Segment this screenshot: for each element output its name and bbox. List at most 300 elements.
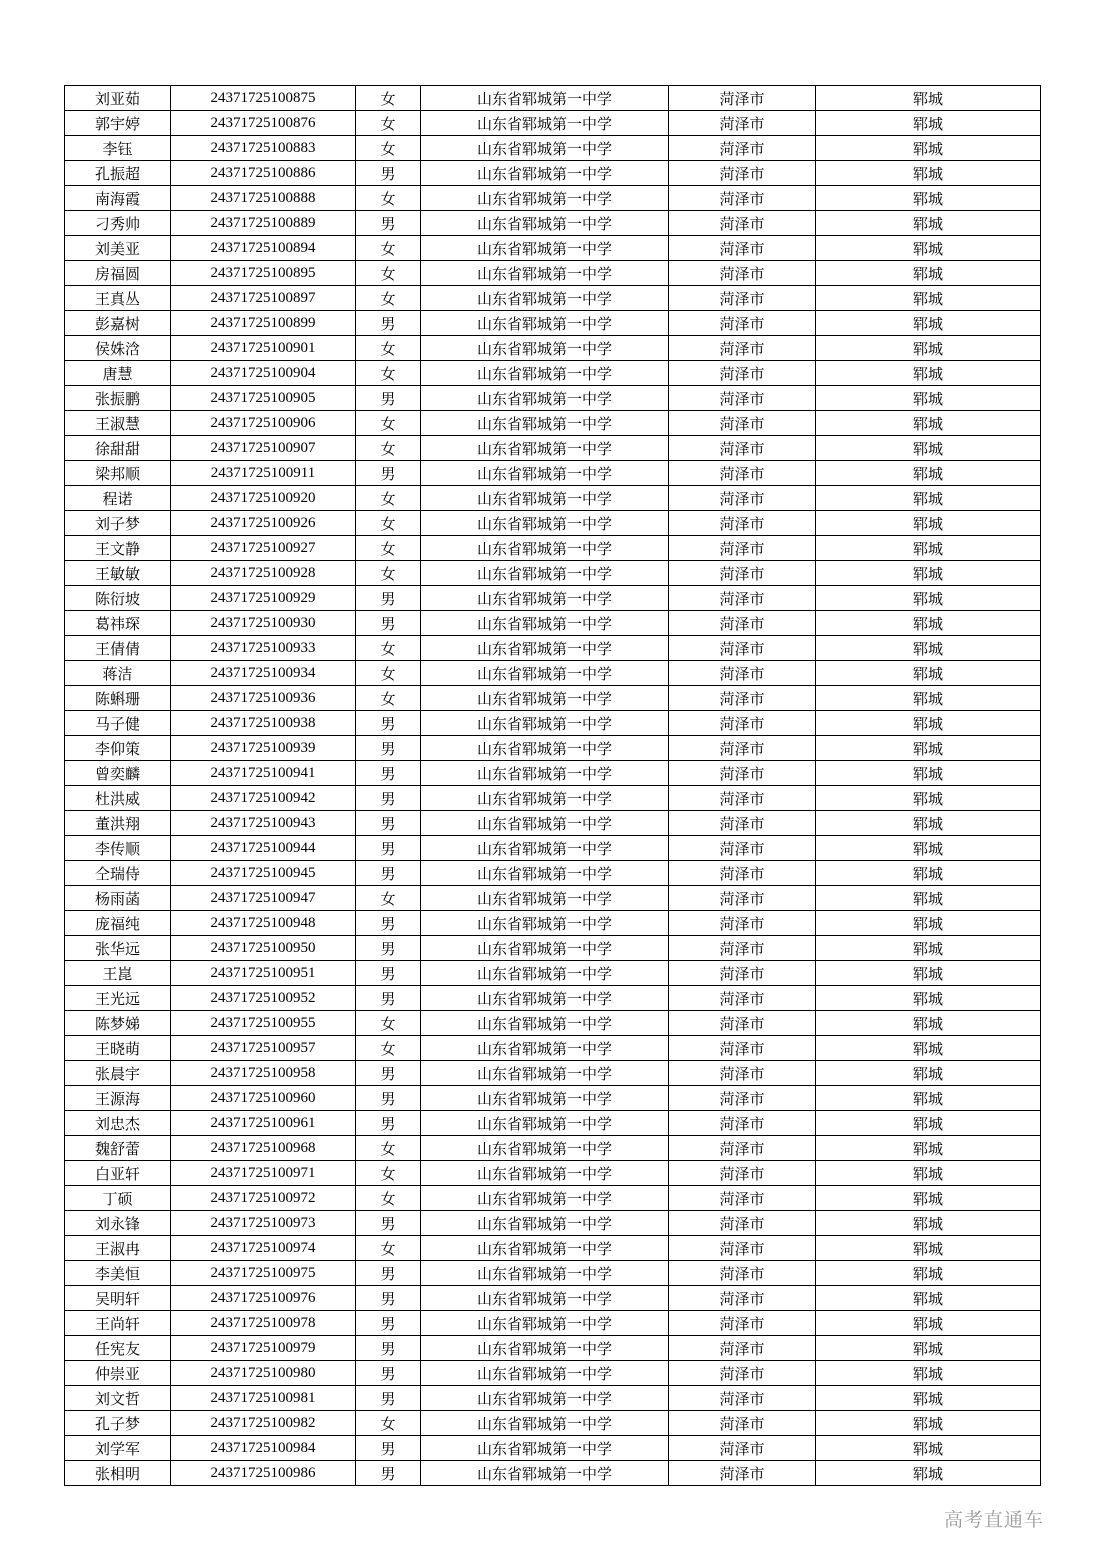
school-cell: 山东省郓城第一中学 [421, 111, 669, 136]
gender-cell: 男 [356, 1286, 421, 1311]
exam-number-cell: 24371725100955 [171, 1011, 356, 1036]
student-name-cell: 房福圆 [65, 261, 171, 286]
exam-number-cell: 24371725100957 [171, 1036, 356, 1061]
exam-number-cell: 24371725100950 [171, 936, 356, 961]
student-name-cell: 王淑慧 [65, 411, 171, 436]
exam-number-cell: 24371725100904 [171, 361, 356, 386]
school-cell: 山东省郓城第一中学 [421, 1386, 669, 1411]
student-name-cell: 张振鹏 [65, 386, 171, 411]
city-cell: 菏泽市 [669, 1086, 816, 1111]
table-row [65, 1186, 1041, 1211]
school-cell: 山东省郓城第一中学 [421, 811, 669, 836]
gender-cell: 男 [356, 161, 421, 186]
school-cell: 山东省郓城第一中学 [421, 936, 669, 961]
exam-number-cell: 24371725100899 [171, 311, 356, 336]
gender-cell: 男 [356, 811, 421, 836]
gender-cell: 女 [356, 1236, 421, 1261]
school-cell: 山东省郓城第一中学 [421, 1036, 669, 1061]
county-cell: 郓城 [816, 511, 1041, 536]
school-cell: 山东省郓城第一中学 [421, 361, 669, 386]
county-cell: 郓城 [816, 311, 1041, 336]
county-cell: 郓城 [816, 836, 1041, 861]
student-name-cell: 刘学军 [65, 1436, 171, 1461]
city-cell: 菏泽市 [669, 761, 816, 786]
city-cell: 菏泽市 [669, 711, 816, 736]
school-cell: 山东省郓城第一中学 [421, 1336, 669, 1361]
school-cell: 山东省郓城第一中学 [421, 311, 669, 336]
county-cell: 郓城 [816, 711, 1041, 736]
county-cell: 郓城 [816, 811, 1041, 836]
exam-number-cell: 24371725100942 [171, 786, 356, 811]
city-cell: 菏泽市 [669, 811, 816, 836]
table-row [65, 1411, 1041, 1436]
student-name-cell: 葛祎琛 [65, 611, 171, 636]
gender-cell: 男 [356, 1386, 421, 1411]
table-row [65, 361, 1041, 386]
student-name-cell: 李传顺 [65, 836, 171, 861]
county-cell: 郓城 [816, 336, 1041, 361]
school-cell: 山东省郓城第一中学 [421, 961, 669, 986]
county-cell: 郓城 [816, 211, 1041, 236]
exam-number-cell: 24371725100888 [171, 186, 356, 211]
student-name-cell: 王尚轩 [65, 1311, 171, 1336]
county-cell: 郓城 [816, 611, 1041, 636]
exam-number-cell: 24371725100875 [171, 86, 356, 111]
exam-number-cell: 24371725100968 [171, 1136, 356, 1161]
school-cell: 山东省郓城第一中学 [421, 1211, 669, 1236]
school-cell: 山东省郓城第一中学 [421, 386, 669, 411]
city-cell: 菏泽市 [669, 1436, 816, 1461]
exam-number-cell: 24371725100911 [171, 461, 356, 486]
gender-cell: 男 [356, 1336, 421, 1361]
school-cell: 山东省郓城第一中学 [421, 1411, 669, 1436]
student-name-cell: 白亚轩 [65, 1161, 171, 1186]
school-cell: 山东省郓城第一中学 [421, 911, 669, 936]
city-cell: 菏泽市 [669, 186, 816, 211]
city-cell: 菏泽市 [669, 1211, 816, 1236]
student-name-cell: 刘子梦 [65, 511, 171, 536]
gender-cell: 女 [356, 1186, 421, 1211]
table-row [65, 1161, 1041, 1186]
table-row [65, 961, 1041, 986]
school-cell: 山东省郓城第一中学 [421, 411, 669, 436]
student-name-cell: 陈梦娣 [65, 1011, 171, 1036]
city-cell: 菏泽市 [669, 386, 816, 411]
city-cell: 菏泽市 [669, 836, 816, 861]
school-cell: 山东省郓城第一中学 [421, 486, 669, 511]
table-row [65, 536, 1041, 561]
table-row [65, 1211, 1041, 1236]
county-cell: 郓城 [816, 286, 1041, 311]
county-cell: 郓城 [816, 936, 1041, 961]
exam-number-cell: 24371725100889 [171, 211, 356, 236]
table-row [65, 236, 1041, 261]
city-cell: 菏泽市 [669, 1336, 816, 1361]
city-cell: 菏泽市 [669, 411, 816, 436]
city-cell: 菏泽市 [669, 861, 816, 886]
student-name-cell: 李钰 [65, 136, 171, 161]
student-name-cell: 陈衍坡 [65, 586, 171, 611]
table-row [65, 911, 1041, 936]
gender-cell: 男 [356, 1311, 421, 1336]
gender-cell: 男 [356, 1111, 421, 1136]
exam-number-cell: 24371725100945 [171, 861, 356, 886]
student-name-cell: 曾奕麟 [65, 761, 171, 786]
exam-number-cell: 24371725100947 [171, 886, 356, 911]
exam-number-cell: 24371725100933 [171, 636, 356, 661]
school-cell: 山东省郓城第一中学 [421, 536, 669, 561]
county-cell: 郓城 [816, 861, 1041, 886]
table-row [65, 111, 1041, 136]
gender-cell: 男 [356, 836, 421, 861]
student-name-cell: 唐慧 [65, 361, 171, 386]
student-name-cell: 仲崇亚 [65, 1361, 171, 1386]
county-cell: 郓城 [816, 736, 1041, 761]
student-name-cell: 陈蝌珊 [65, 686, 171, 711]
county-cell: 郓城 [816, 536, 1041, 561]
school-cell: 山东省郓城第一中学 [421, 786, 669, 811]
school-cell: 山东省郓城第一中学 [421, 836, 669, 861]
school-cell: 山东省郓城第一中学 [421, 511, 669, 536]
school-cell: 山东省郓城第一中学 [421, 1136, 669, 1161]
student-name-cell: 徐甜甜 [65, 436, 171, 461]
table-row [65, 861, 1041, 886]
table-row [65, 436, 1041, 461]
exam-number-cell: 24371725100897 [171, 286, 356, 311]
gender-cell: 女 [356, 686, 421, 711]
student-name-cell: 刘亚茹 [65, 86, 171, 111]
gender-cell: 女 [356, 486, 421, 511]
school-cell: 山东省郓城第一中学 [421, 211, 669, 236]
city-cell: 菏泽市 [669, 1111, 816, 1136]
student-name-cell: 王淑冉 [65, 1236, 171, 1261]
school-cell: 山东省郓城第一中学 [421, 161, 669, 186]
exam-number-cell: 24371725100883 [171, 136, 356, 161]
exam-number-cell: 24371725100886 [171, 161, 356, 186]
gender-cell: 女 [356, 886, 421, 911]
gender-cell: 女 [356, 286, 421, 311]
city-cell: 菏泽市 [669, 1361, 816, 1386]
city-cell: 菏泽市 [669, 1011, 816, 1036]
exam-number-cell: 24371725100960 [171, 1086, 356, 1111]
exam-number-cell: 24371725100927 [171, 536, 356, 561]
school-cell: 山东省郓城第一中学 [421, 1286, 669, 1311]
student-name-cell: 杨雨菡 [65, 886, 171, 911]
table-row [65, 711, 1041, 736]
county-cell: 郓城 [816, 161, 1041, 186]
student-name-cell: 杜洪威 [65, 786, 171, 811]
county-cell: 郓城 [816, 361, 1041, 386]
school-cell: 山东省郓城第一中学 [421, 286, 669, 311]
school-cell: 山东省郓城第一中学 [421, 686, 669, 711]
city-cell: 菏泽市 [669, 336, 816, 361]
gender-cell: 男 [356, 1436, 421, 1461]
city-cell: 菏泽市 [669, 1186, 816, 1211]
gender-cell: 女 [356, 1036, 421, 1061]
exam-number-cell: 24371725100944 [171, 836, 356, 861]
county-cell: 郓城 [816, 561, 1041, 586]
table-row [65, 636, 1041, 661]
student-name-cell: 李美恒 [65, 1261, 171, 1286]
gender-cell: 女 [356, 636, 421, 661]
exam-number-cell: 24371725100958 [171, 1061, 356, 1086]
gender-cell: 女 [356, 86, 421, 111]
table-row [65, 1461, 1041, 1486]
school-cell: 山东省郓城第一中学 [421, 461, 669, 486]
table-row [65, 486, 1041, 511]
city-cell: 菏泽市 [669, 161, 816, 186]
city-cell: 菏泽市 [669, 511, 816, 536]
exam-number-cell: 24371725100939 [171, 736, 356, 761]
table-row [65, 1236, 1041, 1261]
school-cell: 山东省郓城第一中学 [421, 661, 669, 686]
school-cell: 山东省郓城第一中学 [421, 1161, 669, 1186]
gender-cell: 男 [356, 961, 421, 986]
student-name-cell: 张晨宇 [65, 1061, 171, 1086]
city-cell: 菏泽市 [669, 1411, 816, 1436]
table-row [65, 186, 1041, 211]
exam-number-cell: 24371725100973 [171, 1211, 356, 1236]
student-roster-table [64, 85, 1041, 1486]
school-cell: 山东省郓城第一中学 [421, 1186, 669, 1211]
city-cell: 菏泽市 [669, 911, 816, 936]
county-cell: 郓城 [816, 1086, 1041, 1111]
exam-number-cell: 24371725100895 [171, 261, 356, 286]
student-name-cell: 董洪翔 [65, 811, 171, 836]
exam-number-cell: 24371725100982 [171, 1411, 356, 1436]
table-row [65, 1286, 1041, 1311]
city-cell: 菏泽市 [669, 1061, 816, 1086]
city-cell: 菏泽市 [669, 436, 816, 461]
city-cell: 菏泽市 [669, 636, 816, 661]
gender-cell: 男 [356, 311, 421, 336]
student-name-cell: 刘文哲 [65, 1386, 171, 1411]
student-name-cell: 王崑 [65, 961, 171, 986]
city-cell: 菏泽市 [669, 986, 816, 1011]
student-name-cell: 王真丛 [65, 286, 171, 311]
table-row [65, 511, 1041, 536]
exam-number-cell: 24371725100906 [171, 411, 356, 436]
county-cell: 郓城 [816, 1186, 1041, 1211]
gender-cell: 女 [356, 536, 421, 561]
table-row [65, 661, 1041, 686]
city-cell: 菏泽市 [669, 236, 816, 261]
exam-number-cell: 24371725100980 [171, 1361, 356, 1386]
school-cell: 山东省郓城第一中学 [421, 1436, 669, 1461]
exam-number-cell: 24371725100979 [171, 1336, 356, 1361]
exam-number-cell: 24371725100981 [171, 1386, 356, 1411]
school-cell: 山东省郓城第一中学 [421, 1061, 669, 1086]
student-name-cell: 孔振超 [65, 161, 171, 186]
gender-cell: 男 [356, 1061, 421, 1086]
student-name-cell: 刁秀帅 [65, 211, 171, 236]
school-cell: 山东省郓城第一中学 [421, 586, 669, 611]
school-cell: 山东省郓城第一中学 [421, 236, 669, 261]
county-cell: 郓城 [816, 1311, 1041, 1336]
city-cell: 菏泽市 [669, 361, 816, 386]
table-row [65, 1111, 1041, 1136]
student-name-cell: 刘美亚 [65, 236, 171, 261]
county-cell: 郓城 [816, 1236, 1041, 1261]
exam-number-cell: 24371725100984 [171, 1436, 356, 1461]
city-cell: 菏泽市 [669, 886, 816, 911]
city-cell: 菏泽市 [669, 461, 816, 486]
city-cell: 菏泽市 [669, 1311, 816, 1336]
table-row [65, 1336, 1041, 1361]
gender-cell: 男 [356, 386, 421, 411]
gender-cell: 女 [356, 1161, 421, 1186]
school-cell: 山东省郓城第一中学 [421, 736, 669, 761]
student-name-cell: 魏舒蕾 [65, 1136, 171, 1161]
gender-cell: 男 [356, 1461, 421, 1486]
table-row [65, 411, 1041, 436]
student-name-cell: 刘永锋 [65, 1211, 171, 1236]
table-row [65, 211, 1041, 236]
student-name-cell: 丁硕 [65, 1186, 171, 1211]
student-name-cell: 侯姝浛 [65, 336, 171, 361]
school-cell: 山东省郓城第一中学 [421, 611, 669, 636]
city-cell: 菏泽市 [669, 961, 816, 986]
school-cell: 山东省郓城第一中学 [421, 336, 669, 361]
county-cell: 郓城 [816, 1286, 1041, 1311]
student-name-cell: 郭宇婷 [65, 111, 171, 136]
student-name-cell: 王倩倩 [65, 636, 171, 661]
county-cell: 郓城 [816, 886, 1041, 911]
table-row [65, 836, 1041, 861]
city-cell: 菏泽市 [669, 561, 816, 586]
gender-cell: 女 [356, 511, 421, 536]
school-cell: 山东省郓城第一中学 [421, 1461, 669, 1486]
exam-number-cell: 24371725100975 [171, 1261, 356, 1286]
school-cell: 山东省郓城第一中学 [421, 1236, 669, 1261]
county-cell: 郓城 [816, 1011, 1041, 1036]
county-cell: 郓城 [816, 386, 1041, 411]
city-cell: 菏泽市 [669, 1161, 816, 1186]
exam-number-cell: 24371725100936 [171, 686, 356, 711]
county-cell: 郓城 [816, 411, 1041, 436]
city-cell: 菏泽市 [669, 111, 816, 136]
student-name-cell: 程诺 [65, 486, 171, 511]
student-name-cell: 李仰策 [65, 736, 171, 761]
county-cell: 郓城 [816, 911, 1041, 936]
city-cell: 菏泽市 [669, 661, 816, 686]
student-name-cell: 刘忠杰 [65, 1111, 171, 1136]
school-cell: 山东省郓城第一中学 [421, 261, 669, 286]
exam-number-cell: 24371725100929 [171, 586, 356, 611]
exam-number-cell: 24371725100951 [171, 961, 356, 986]
county-cell: 郓城 [816, 686, 1041, 711]
table-row [65, 1061, 1041, 1086]
student-name-cell: 蒋洁 [65, 661, 171, 686]
table-row [65, 936, 1041, 961]
city-cell: 菏泽市 [669, 936, 816, 961]
city-cell: 菏泽市 [669, 1261, 816, 1286]
exam-number-cell: 24371725100938 [171, 711, 356, 736]
gender-cell: 女 [356, 361, 421, 386]
county-cell: 郓城 [816, 1261, 1041, 1286]
school-cell: 山东省郓城第一中学 [421, 136, 669, 161]
table-row [65, 1136, 1041, 1161]
county-cell: 郓城 [816, 461, 1041, 486]
school-cell: 山东省郓城第一中学 [421, 1361, 669, 1386]
county-cell: 郓城 [816, 961, 1041, 986]
school-cell: 山东省郓城第一中学 [421, 1011, 669, 1036]
city-cell: 菏泽市 [669, 311, 816, 336]
county-cell: 郓城 [816, 636, 1041, 661]
gender-cell: 男 [356, 1261, 421, 1286]
gender-cell: 男 [356, 1211, 421, 1236]
county-cell: 郓城 [816, 86, 1041, 111]
county-cell: 郓城 [816, 236, 1041, 261]
gender-cell: 女 [356, 436, 421, 461]
exam-number-cell: 24371725100934 [171, 661, 356, 686]
gender-cell: 男 [356, 861, 421, 886]
county-cell: 郓城 [816, 1436, 1041, 1461]
table-row [65, 761, 1041, 786]
gender-cell: 男 [356, 911, 421, 936]
gender-cell: 女 [356, 1411, 421, 1436]
city-cell: 菏泽市 [669, 261, 816, 286]
table-row [65, 1311, 1041, 1336]
city-cell: 菏泽市 [669, 86, 816, 111]
school-cell: 山东省郓城第一中学 [421, 761, 669, 786]
gender-cell: 女 [356, 561, 421, 586]
student-name-cell: 王文静 [65, 536, 171, 561]
exam-number-cell: 24371725100907 [171, 436, 356, 461]
school-cell: 山东省郓城第一中学 [421, 1311, 669, 1336]
county-cell: 郓城 [816, 986, 1041, 1011]
exam-number-cell: 24371725100952 [171, 986, 356, 1011]
exam-number-cell: 24371725100961 [171, 1111, 356, 1136]
student-name-cell: 吴明轩 [65, 1286, 171, 1311]
city-cell: 菏泽市 [669, 1386, 816, 1411]
student-name-cell: 仝瑞侍 [65, 861, 171, 886]
county-cell: 郓城 [816, 486, 1041, 511]
school-cell: 山东省郓城第一中学 [421, 636, 669, 661]
city-cell: 菏泽市 [669, 611, 816, 636]
county-cell: 郓城 [816, 1386, 1041, 1411]
city-cell: 菏泽市 [669, 786, 816, 811]
county-cell: 郓城 [816, 136, 1041, 161]
exam-number-cell: 24371725100930 [171, 611, 356, 636]
city-cell: 菏泽市 [669, 1286, 816, 1311]
exam-number-cell: 24371725100941 [171, 761, 356, 786]
city-cell: 菏泽市 [669, 1136, 816, 1161]
student-name-cell: 孔子梦 [65, 1411, 171, 1436]
school-cell: 山东省郓城第一中学 [421, 1261, 669, 1286]
gender-cell: 男 [356, 711, 421, 736]
table-row [65, 386, 1041, 411]
school-cell: 山东省郓城第一中学 [421, 1086, 669, 1111]
city-cell: 菏泽市 [669, 1236, 816, 1261]
city-cell: 菏泽市 [669, 1036, 816, 1061]
table-row [65, 561, 1041, 586]
table-row [65, 1261, 1041, 1286]
gender-cell: 男 [356, 1086, 421, 1111]
student-name-cell: 王晓萌 [65, 1036, 171, 1061]
school-cell: 山东省郓城第一中学 [421, 711, 669, 736]
gender-cell: 男 [356, 786, 421, 811]
table-row [65, 1011, 1041, 1036]
gender-cell: 男 [356, 586, 421, 611]
county-cell: 郓城 [816, 436, 1041, 461]
student-name-cell: 王光远 [65, 986, 171, 1011]
exam-number-cell: 24371725100928 [171, 561, 356, 586]
watermark-text: 高考直通车 [943, 1510, 1044, 1531]
school-cell: 山东省郓城第一中学 [421, 561, 669, 586]
gender-cell: 男 [356, 761, 421, 786]
county-cell: 郓城 [816, 586, 1041, 611]
